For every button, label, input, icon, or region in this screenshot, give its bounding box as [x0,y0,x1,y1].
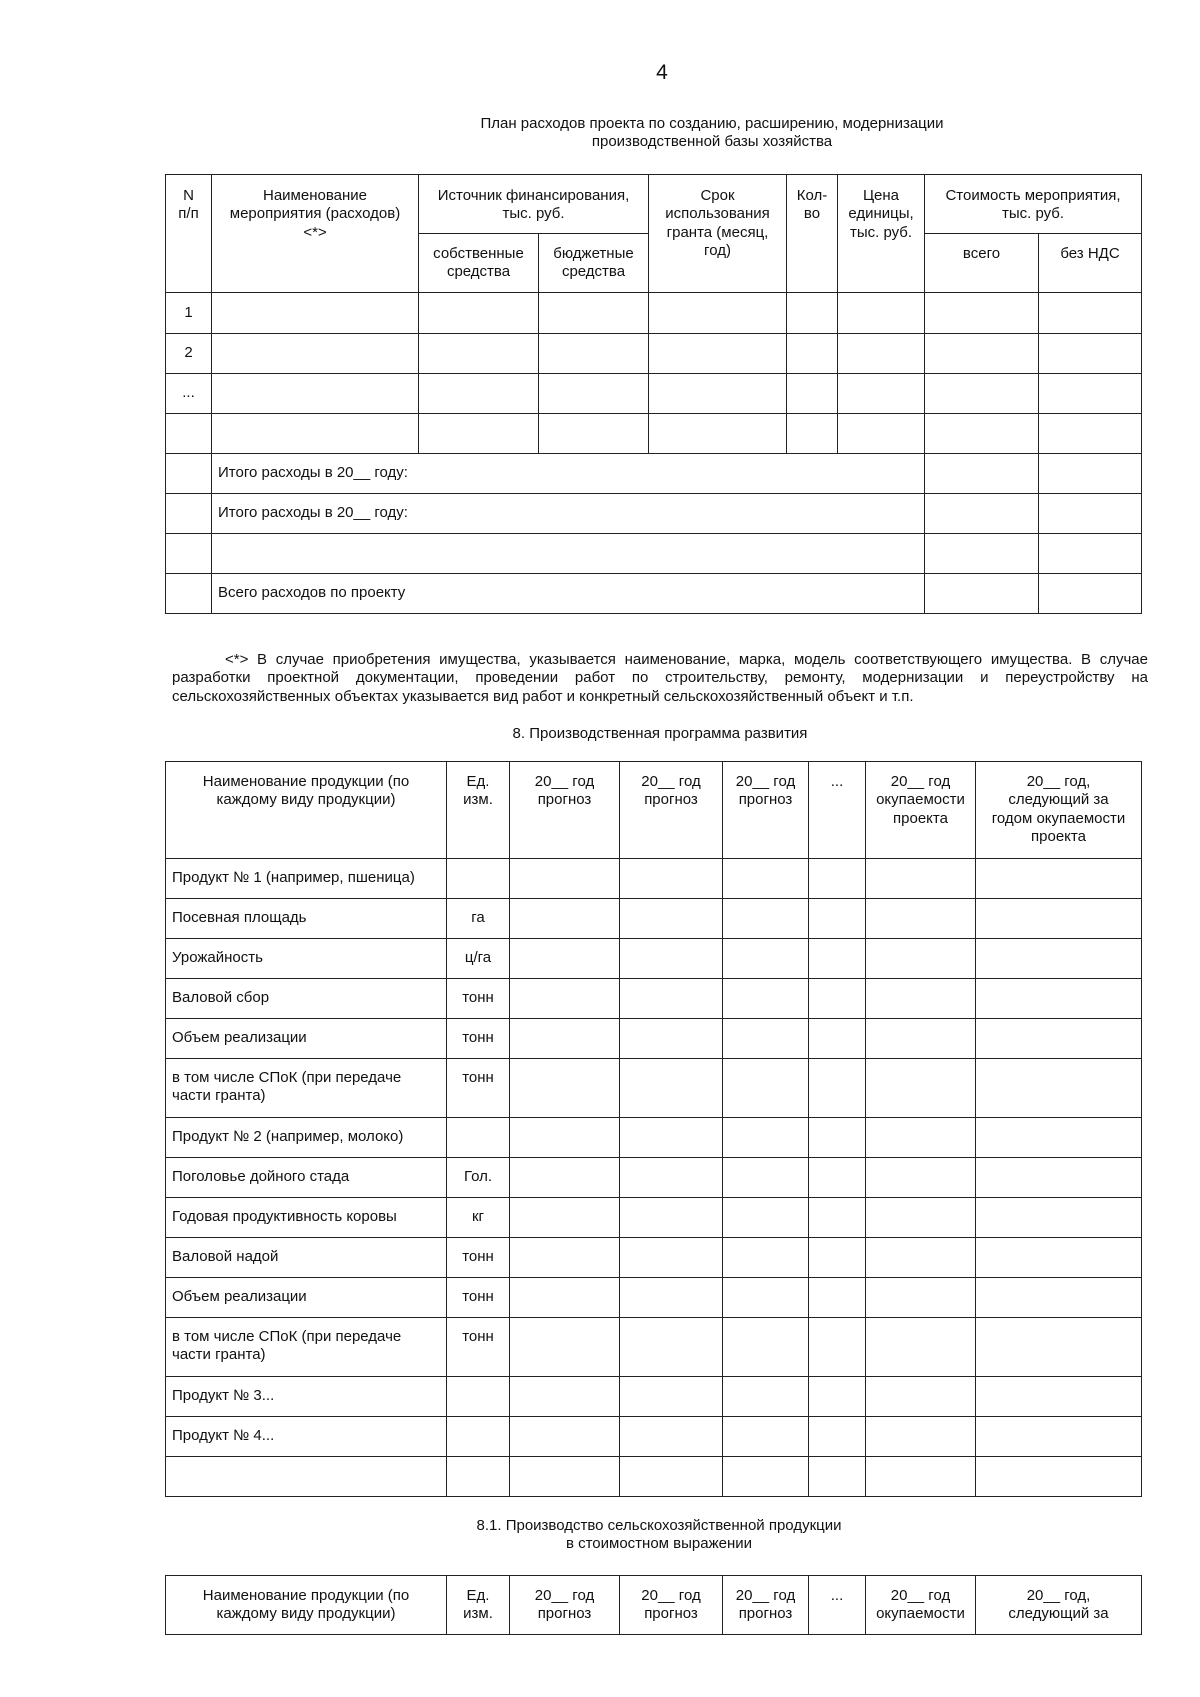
product-name [166,1457,447,1497]
table-row [166,1118,1142,1158]
cell[interactable] [419,293,539,334]
value-cell[interactable] [809,939,866,979]
row-num: ... [166,374,212,414]
row-num [166,414,212,454]
value-cell[interactable] [510,979,620,1019]
total-label [212,534,925,574]
value-cell[interactable] [976,979,1142,1019]
value-cell[interactable] [620,1457,723,1497]
header-unit: Ед. изм. [447,762,510,859]
production-program-table [165,761,1142,1497]
header-no-vat: без НДС [1039,234,1142,293]
value-cell[interactable] [723,1059,809,1118]
value-cell[interactable] [510,1059,620,1118]
cell[interactable] [1039,494,1142,534]
value-cell[interactable] [510,1457,620,1497]
value-cell[interactable] [510,1377,620,1417]
value-cell[interactable] [723,859,809,899]
cell[interactable] [925,574,1039,614]
value-cell[interactable] [976,1457,1142,1497]
table-row [166,1278,1142,1318]
value-cell[interactable] [620,1238,723,1278]
cell[interactable] [1039,574,1142,614]
cell[interactable] [787,334,838,374]
value-cell[interactable] [723,899,809,939]
total-label: Всего расходов по проекту [212,574,925,614]
value-cell[interactable] [723,1118,809,1158]
table-row [166,859,1142,899]
cell[interactable] [838,293,925,334]
value-cell[interactable] [866,1198,976,1238]
total-row [166,574,1142,614]
cell[interactable] [787,414,838,454]
header-year-1: 20__ год прогноз [510,762,620,859]
cell [166,574,212,614]
row-num: 2 [166,334,212,374]
value-cell[interactable] [809,1158,866,1198]
value-cell[interactable] [976,1278,1142,1318]
cell[interactable] [419,414,539,454]
cell[interactable] [925,414,1039,454]
expense-plan-table [165,174,1142,614]
header-name: Наименование продукции (по каждому виду продукции) [166,762,447,859]
unit: тонн [447,979,510,1019]
value-cell[interactable] [866,1457,976,1497]
value-cell[interactable] [620,1417,723,1457]
header-cost: Стоимость мероприятия, тыс. руб. [925,175,1142,234]
value-cell[interactable] [510,1278,620,1318]
value-cell[interactable] [866,1278,976,1318]
header-num: N п/п [166,175,212,293]
value-cell[interactable] [976,1019,1142,1059]
unit [447,1118,510,1158]
value-cell[interactable] [866,939,976,979]
table-row [166,899,1142,939]
value-cell[interactable] [809,1278,866,1318]
unit: га [447,899,510,939]
value-cell[interactable] [620,1158,723,1198]
header-year-2: 20__ год прогноз [620,1576,723,1635]
header-source: Источник финансирования, тыс. руб. [419,175,649,234]
header-year-2: 20__ год прогноз [620,762,723,859]
table-row [166,1059,1142,1118]
value-cell[interactable] [620,899,723,939]
value-cell[interactable] [809,1059,866,1118]
value-cell[interactable] [976,1377,1142,1417]
cell[interactable] [419,334,539,374]
cell[interactable] [539,293,649,334]
value-cell[interactable] [620,859,723,899]
table-row [166,1457,1142,1497]
value-cell[interactable] [620,939,723,979]
value-cell[interactable] [723,1019,809,1059]
value-cell[interactable] [976,1417,1142,1457]
header-name: Наименование мероприятия (расходов) <*> [212,175,419,293]
table-row [166,1019,1142,1059]
value-cell[interactable] [510,1198,620,1238]
value-cell[interactable] [723,979,809,1019]
cell[interactable] [1039,374,1142,414]
product-name: Поголовье дойного стада [166,1158,447,1198]
value-cell[interactable] [723,1198,809,1238]
value-cell[interactable] [809,1019,866,1059]
product-name: Валовой надой [166,1238,447,1278]
cell[interactable] [539,414,649,454]
header-next: 20__ год, следующий за [976,1576,1142,1635]
table-row [166,1158,1142,1198]
unit: тонн [447,1019,510,1059]
value-cell[interactable] [809,1457,866,1497]
header-qty: Кол- во [787,175,838,293]
value-cell[interactable] [809,899,866,939]
value-cell[interactable] [866,859,976,899]
product-name: Посевная площадь [166,899,447,939]
value-cell[interactable] [723,1457,809,1497]
unit: тонн [447,1318,510,1377]
value-cell[interactable] [723,1377,809,1417]
value-cell[interactable] [809,1318,866,1377]
value-cell[interactable] [620,1318,723,1377]
cell[interactable] [1039,334,1142,374]
product-name: в том числе СПоК (при передаче части гранта) [166,1318,447,1377]
cell[interactable] [212,374,419,414]
table-row [166,1318,1142,1377]
cell[interactable] [1039,293,1142,334]
unit [447,1377,510,1417]
cell [166,454,212,494]
header-budget: бюджетные средства [539,234,649,293]
value-cell[interactable] [976,859,1142,899]
value-cell[interactable] [510,1238,620,1278]
cost-title: 8.1. Производство сельскохозяйственной продукции в стоимостном выражении [476,1517,842,1553]
cell[interactable] [419,374,539,414]
unit: тонн [447,1278,510,1318]
cell[interactable] [787,293,838,334]
footnote: <*> В случае приобретения имущества, указывается наименование, марка, модель соответствующего имущества. В случае разработки проектной документации, проведении работ по строительству, ремонту, модернизации и переустройству на сельскохозяйственных объектах указывается вид работ и конкретный сельскохозяйственный объект и т.п. [172,651,1148,705]
total-row [166,534,1142,574]
value-cell[interactable] [510,1118,620,1158]
cell[interactable] [212,334,419,374]
value-cell[interactable] [866,1019,976,1059]
value-cell[interactable] [723,1158,809,1198]
cell[interactable] [1039,414,1142,454]
table-row [166,939,1142,979]
cell[interactable] [925,374,1039,414]
cell [166,494,212,534]
cell[interactable] [925,534,1039,574]
value-cell[interactable] [866,1059,976,1118]
value-cell[interactable] [976,939,1142,979]
cell[interactable] [838,374,925,414]
header-dots: ... [809,1576,866,1635]
unit: ц/га [447,939,510,979]
unit [447,1457,510,1497]
value-cell[interactable] [510,1417,620,1457]
value-cell[interactable] [866,1238,976,1278]
header-year-3: 20__ год прогноз [723,1576,809,1635]
header-price: Цена единицы, тыс. руб. [838,175,925,293]
table-row [166,979,1142,1019]
value-cell[interactable] [809,1118,866,1158]
cell[interactable] [649,334,787,374]
value-cell[interactable] [620,1118,723,1158]
total-row [166,454,1142,494]
product-name: Урожайность [166,939,447,979]
value-cell[interactable] [620,979,723,1019]
cell[interactable] [838,334,925,374]
production-title: 8. Производственная программа развития [512,725,808,742]
value-cell[interactable] [510,899,620,939]
table-row [166,1238,1142,1278]
header-own: собственные средства [419,234,539,293]
table-row [166,293,1142,334]
cell [166,534,212,574]
cell[interactable] [212,414,419,454]
table-row [166,414,1142,454]
value-cell[interactable] [809,1417,866,1457]
value-cell[interactable] [866,1118,976,1158]
unit: тонн [447,1238,510,1278]
value-cell[interactable] [866,1318,976,1377]
header-name: Наименование продукции (по каждому виду продукции) [166,1576,447,1635]
cell[interactable] [1039,454,1142,494]
value-cell[interactable] [620,1019,723,1059]
unit: кг [447,1198,510,1238]
unit [447,1417,510,1457]
value-cell[interactable] [723,939,809,979]
cell[interactable] [539,334,649,374]
value-cell[interactable] [723,1417,809,1457]
production-rows [166,859,1142,1497]
value-cell[interactable] [866,979,976,1019]
value-cell[interactable] [866,1377,976,1417]
header-unit: Ед. изм. [447,1576,510,1635]
header-year-1: 20__ год прогноз [510,1576,620,1635]
product-name: Продукт № 1 (например, пшеница) [166,859,447,899]
value-cell[interactable] [976,1059,1142,1118]
product-name: Продукт № 4... [166,1417,447,1457]
cell[interactable] [925,454,1039,494]
value-cell[interactable] [510,859,620,899]
value-cell[interactable] [723,1238,809,1278]
value-cell[interactable] [510,1318,620,1377]
table-row [166,1417,1142,1457]
cell[interactable] [212,293,419,334]
value-cell[interactable] [866,1417,976,1457]
header-payback: 20__ год окупаемости [866,1576,976,1635]
unit [447,859,510,899]
product-name: Объем реализации [166,1019,447,1059]
value-cell[interactable] [809,859,866,899]
header-year-3: 20__ год прогноз [723,762,809,859]
total-row [166,494,1142,534]
cell[interactable] [838,414,925,454]
product-name: Продукт № 2 (например, молоко) [166,1118,447,1158]
production-value-table [165,1575,1142,1635]
value-cell[interactable] [976,1118,1142,1158]
value-cell[interactable] [723,1278,809,1318]
cell[interactable] [925,293,1039,334]
value-cell[interactable] [976,1318,1142,1377]
header-dots: ... [809,762,866,859]
value-cell[interactable] [809,1238,866,1278]
value-cell[interactable] [866,1158,976,1198]
value-cell[interactable] [976,1238,1142,1278]
cell[interactable] [649,414,787,454]
value-cell[interactable] [809,979,866,1019]
product-name: Объем реализации [166,1278,447,1318]
value-cell[interactable] [620,1198,723,1238]
cell[interactable] [649,293,787,334]
table-row [166,374,1142,414]
value-cell[interactable] [723,1318,809,1377]
cell[interactable] [925,334,1039,374]
row-num: 1 [166,293,212,334]
table-row [166,1198,1142,1238]
value-cell[interactable] [809,1377,866,1417]
cell[interactable] [649,374,787,414]
header-next: 20__ год, следующий за годом окупаемости проекта [976,762,1142,859]
cell[interactable] [539,374,649,414]
table-row [166,1377,1142,1417]
cell[interactable] [925,494,1039,534]
product-name: Продукт № 3... [166,1377,447,1417]
value-cell[interactable] [510,939,620,979]
value-cell[interactable] [510,1019,620,1059]
value-cell[interactable] [809,1198,866,1238]
table-row [166,334,1142,374]
value-cell[interactable] [976,899,1142,939]
unit: Гол. [447,1158,510,1198]
total-label: Итого расходы в 20__ году: [212,454,925,494]
unit: тонн [447,1059,510,1118]
value-cell[interactable] [620,1278,723,1318]
page-number: 4 [656,61,668,84]
product-name: Валовой сбор [166,979,447,1019]
total-label: Итого расходы в 20__ году: [212,494,925,534]
cell[interactable] [787,374,838,414]
plan-title: План расходов проекта по созданию, расширению, модернизации производственной базы хозяйства [480,115,944,151]
header-term: Срок использования гранта (месяц, год) [649,175,787,293]
value-cell[interactable] [620,1059,723,1118]
header-payback: 20__ год окупаемости проекта [866,762,976,859]
product-name: Годовая продуктивность коровы [166,1198,447,1238]
product-name: в том числе СПоК (при передаче части гранта) [166,1059,447,1118]
value-cell[interactable] [620,1377,723,1417]
value-cell[interactable] [976,1158,1142,1198]
value-cell[interactable] [976,1198,1142,1238]
header-total: всего [925,234,1039,293]
cell[interactable] [1039,534,1142,574]
value-cell[interactable] [866,899,976,939]
value-cell[interactable] [510,1158,620,1198]
